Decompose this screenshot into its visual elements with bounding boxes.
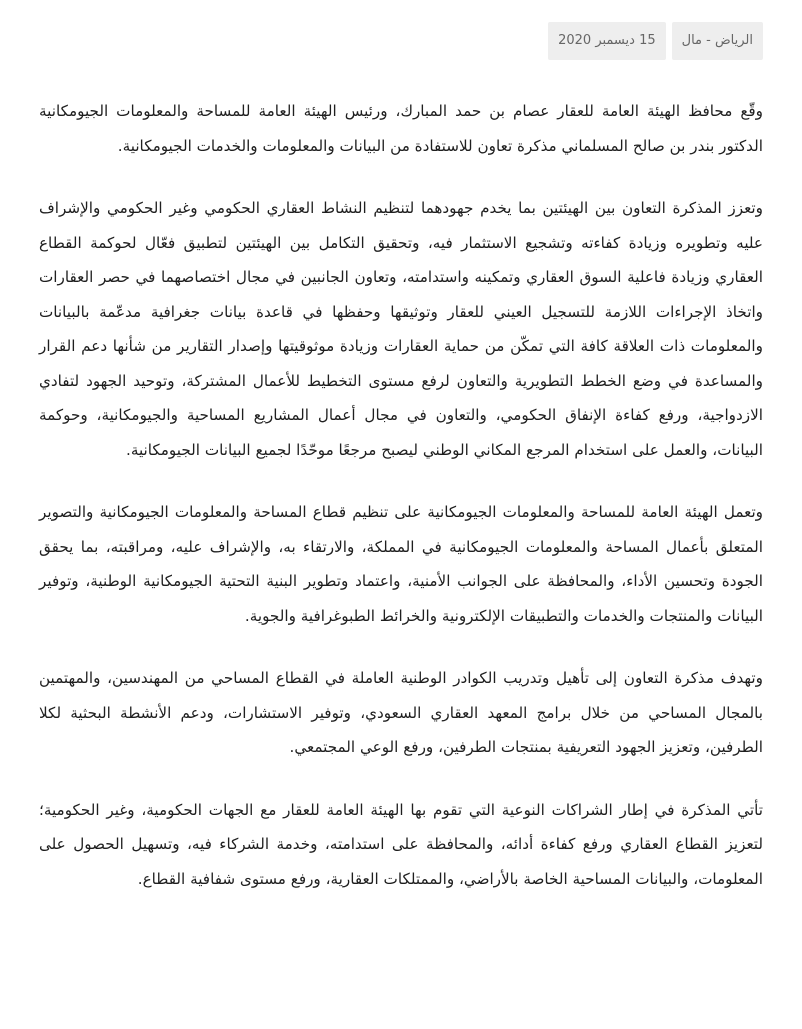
- article-paragraph-1: وقّع محافظ الهيئة العامة للعقار عصام بن حمد المبارك، ورئيس الهيئة العامة للمساحة والمعلومات الجيومكانية الدكتور بندر بن صالح المسلماني مذكرة تعاون للاستفادة من البيانات والمعلومات والخدمات الجيومكانية.: [39, 102, 763, 155]
- article-body: [39, 94, 763, 896]
- article-meta: [39, 22, 763, 60]
- article-paragraph-3: وتعمل الهيئة العامة للمساحة والمعلومات الجيومكانية على تنظيم قطاع المساحة والمعلومات الجيومكانية والتصوير المتعلق بأعمال المساحة والمعلومات الجيومكانية في المملكة، والارتقاء به، والإشراف عليه، ومراقبته، بما يحقق الجودة وتحسين الأداء، والمحافظة على الجوانب الأمنية، واعتماد وتطوير البنية التحتية الجيومكانية الوطنية، وتوفير البيانات والمنتجات والخدمات والتطبيقات الإلكترونية والخرائط الطبوغرافية والجوية.: [39, 503, 763, 625]
- date-badge: 15 ديسمبر 2020: [548, 22, 666, 60]
- article-paragraph-2: وتعزز المذكرة التعاون بين الهيئتين بما يخدم جهودهما لتنظيم النشاط العقاري الحكومي وغير الحكومي والإشراف عليه وتطويره وزيادة كفاءته وتشجيع الاستثمار فيه، وتحقيق التكامل بين الهيئتين لتطبيق فعّال لحوكمة القطاع العقاري وزيادة فاعلية السوق العقاري وتمكينه واستدامته، وتعاون الجانبين في مجال اختصاصهما في حصر العقارات واتخاذ الإجراءات اللازمة للتسجيل العيني للعقار وتوثيقها وحفظها في قاعدة بيانات جغرافية مدعّمة بالبيانات والمعلومات ذات العلاقة كافة التي تمكّن من حماية العقارات وزيادة موثوقيتها وإصدار التقارير من شأنها دعم القرار والمساعدة في وضع الخطط التطويرية والتعاون لرفع مستوى التخطيط للأعمال المشتركة، وتوحيد الجهود لتفادي الازدواجية، ورفع كفاءة الإنفاق الحكومي، والتعاون في مجال أعمال المشاريع المساحية والجيومكانية، وحوكمة البيانات، والعمل على استخدام المرجع المكاني الوطني ليصبح مرجعًا موحّدًا لجميع البيانات الجيومكانية.: [39, 199, 763, 459]
- article-paragraph-4: وتهدف مذكرة التعاون إلى تأهيل وتدريب الكوادر الوطنية العاملة في القطاع المساحي من المهندسين، والمهتمين بالمجال المساحي من خلال برامج المعهد العقاري السعودي، وتوفير الاستشارات، ودعم الأنشطة البحثية لكلا الطرفين، وتعزيز الجهود التعريفية بمنتجات الطرفين، ورفع الوعي المجتمعي.: [39, 669, 763, 756]
- location-source-badge: الرياض - مال: [672, 22, 763, 60]
- article-paragraph-5: تأتي المذكرة في إطار الشراكات النوعية التي تقوم بها الهيئة العامة للعقار مع الجهات الحكومية، وغير الحكومية؛ لتعزيز القطاع العقاري ورفع كفاءة أدائه، والمحافظة على استدامته، وخدمة الشركاء فيه، وتسهيل الحصول على المعلومات، والبيانات المساحية الخاصة بالأراضي، والممتلكات العقارية، ورفع مستوى شفافية القطاع.: [39, 800, 763, 888]
